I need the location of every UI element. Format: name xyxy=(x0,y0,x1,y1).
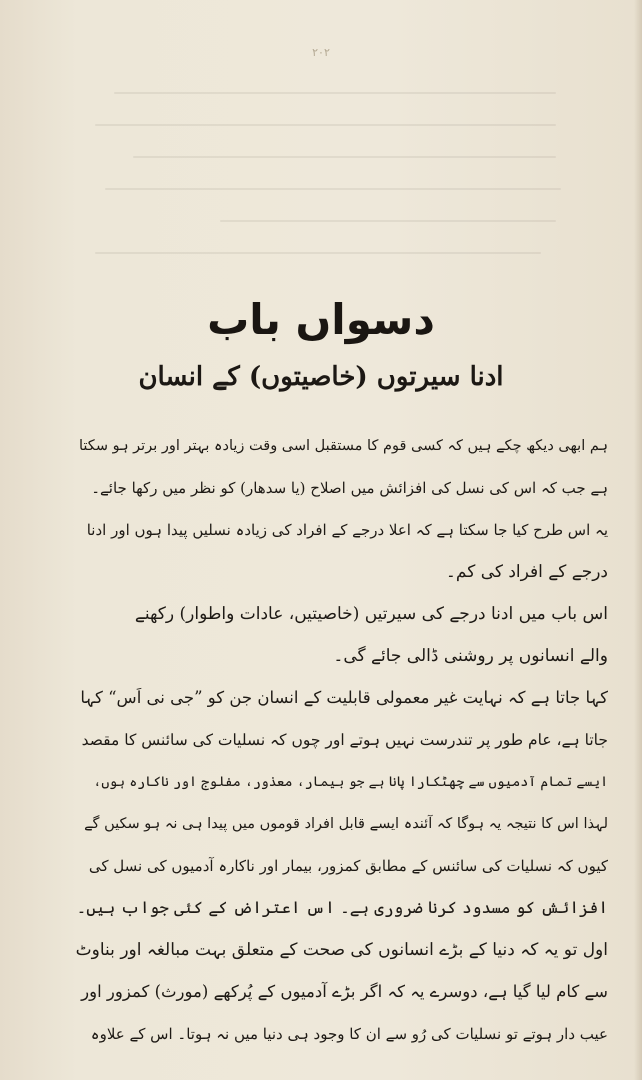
text-line: درجے کے افراد کی کم۔ xyxy=(445,562,608,582)
body-text xyxy=(76,425,608,1055)
text-line: لہذا اس کا نتیجہ یہ ہوگا کہ آئندہ ایسے قابل افراد قوموں میں پیدا ہی نہ ہو سکیں گے xyxy=(84,816,608,832)
text-line: کیوں کہ نسلیات کی سائنس کے مطابق کمزور، بیمار اور ناکارہ آدمیوں کی نسل کی xyxy=(88,857,608,875)
text-line: والے انسانوں پر روشنی ڈالی جائے گی۔ xyxy=(333,646,608,666)
text-line: اول تو یہ کہ دنیا کے بڑے انسانوں کی صحت کے متعلق بہت مبالغہ اور بناوٹ xyxy=(76,940,608,960)
page-edge-shadow xyxy=(634,0,642,1080)
text-line: جاتا ہے، عام طور پر تندرست نہیں ہوتے اور چوں کہ نسلیات کی سائنس کا مقصد xyxy=(81,731,608,749)
text-line: عیب دار ہوتے تو نسلیات کی رُو سے ان کا وجود ہی دنیا میں نہ ہوتا۔ اس کے علاوہ xyxy=(90,1025,608,1043)
chapter-title: دسواں باب xyxy=(207,295,435,344)
text-line: افزائش کو مسدود کرنا ضروری ہے۔ اس اعتراض کے کئی جواب ہیں۔ xyxy=(76,898,608,917)
text-line: ہم ابھی دیکھ چکے ہیں کہ کسی قوم کا مستقبل اسی وقت زیادہ بہتر اور برتر ہو سکتا xyxy=(79,438,608,454)
text-line: ہے جب کہ اس کی نسل کی افزائش میں اصلاح (یا سدھار) کو نظر میں رکھا جائے۔ xyxy=(91,479,608,497)
text-line: کہا جاتا ہے کہ نہایت غیر معمولی قابلیت کے انسان جن کو ”جی نی اَس“ کہا xyxy=(80,688,608,707)
text-line: ایسے تمام آدمیوں سے چھٹکارا پانا ہے جو بیمار، معذور، مفلوج اور ناکارہ ہوں، xyxy=(93,774,608,790)
text-line: یہ اس طرح کیا جا سکتا ہے کہ اعلا درجے کے افراد کی زیادہ نسلیں پیدا ہوں اور ادنا xyxy=(86,521,608,539)
page-number: ۲۰۲ xyxy=(312,46,330,59)
text-line: سے کام لیا گیا ہے، دوسرے یہ کہ اگر بڑے آدمیوں کے پُرکھے (مورث) کمزور اور xyxy=(81,982,608,1001)
reverse-side-bleed-through xyxy=(95,92,575,282)
text-line: اس باب میں ادنا درجے کی سیرتیں (خاصیتیں، عادات واطوار) رکھنے xyxy=(134,604,608,624)
chapter-subtitle: ادنا سیرتوں (خاصیتوں) کے انسان xyxy=(138,362,504,392)
